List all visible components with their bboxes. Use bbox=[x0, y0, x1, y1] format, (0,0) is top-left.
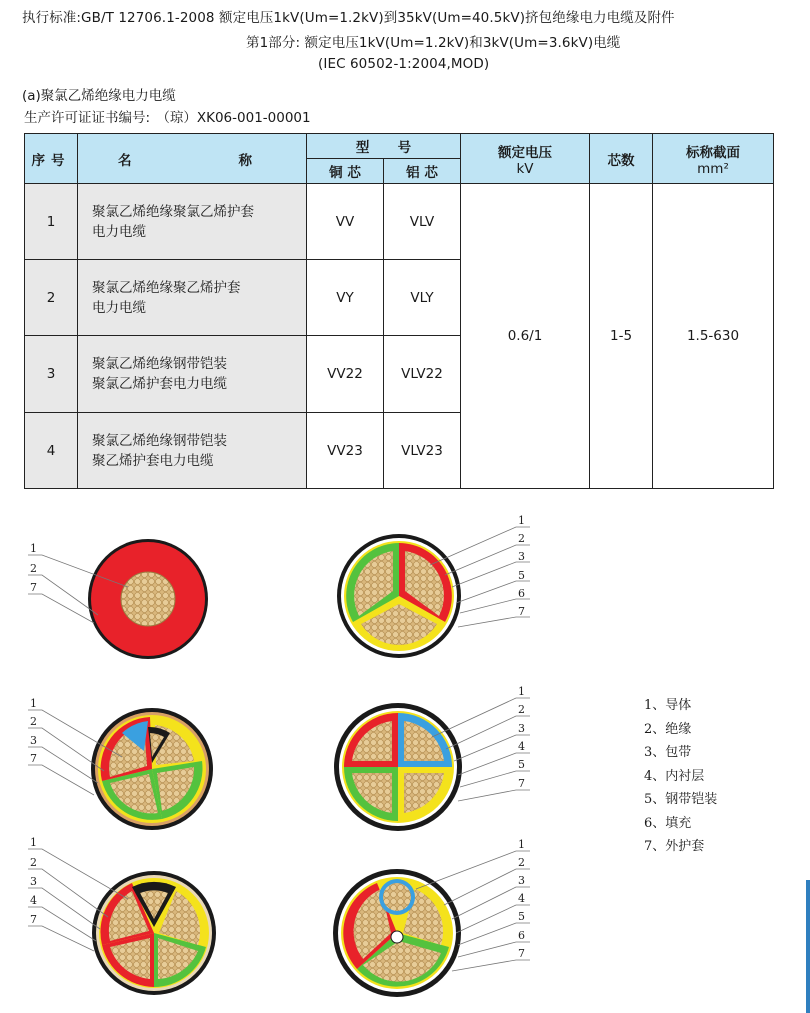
diagram-three-core-armored bbox=[337, 534, 461, 658]
d6-label: 7 bbox=[518, 947, 525, 960]
d6-label: 4 bbox=[518, 892, 525, 905]
d6-label: 1 bbox=[518, 838, 525, 851]
d3-label: 7 bbox=[30, 752, 37, 765]
d3-label: 1 bbox=[30, 697, 37, 710]
d4-label: 3 bbox=[518, 722, 525, 735]
standard-line-1: 执行标准:GB/T 12706.1-2008 额定电压1kV(Um=1.2kV)到35kV(Um=40.5kV)挤包绝缘电力电缆及附件 bbox=[22, 10, 675, 26]
header-copper: 铜 芯 bbox=[307, 159, 384, 184]
diagram-five-core bbox=[92, 871, 216, 995]
d6-label: 6 bbox=[518, 929, 525, 942]
row-copper-model: VV22 bbox=[307, 336, 384, 413]
d1-label: 7 bbox=[30, 581, 37, 594]
header-voltage: 额定电压 kV bbox=[461, 134, 590, 184]
row-aluminum-model: VLV22 bbox=[384, 336, 461, 413]
d6-label: 3 bbox=[518, 874, 525, 887]
legend-item: 4、内衬层 bbox=[644, 768, 705, 784]
d3-label: 2 bbox=[30, 715, 37, 728]
section-title: (a)聚氯乙烯绝缘电力电缆 bbox=[22, 88, 176, 104]
d5-label: 7 bbox=[30, 913, 37, 926]
legend-item: 1、导体 bbox=[644, 698, 692, 713]
row-copper-model: VV23 bbox=[307, 413, 384, 489]
table-row bbox=[25, 184, 774, 260]
d4-label: 2 bbox=[518, 703, 525, 716]
legend-item: 2、绝缘 bbox=[644, 721, 692, 737]
row-name: 聚氯乙烯绝缘钢带铠装 聚氯乙烯护套电力电缆 bbox=[78, 336, 307, 413]
d2-label: 6 bbox=[518, 587, 525, 600]
d1-label: 1 bbox=[30, 542, 37, 555]
row-copper-model: VV bbox=[307, 184, 384, 260]
legend-item: 6、填充 bbox=[644, 815, 692, 831]
header-model: 型 号 bbox=[307, 134, 461, 159]
header-cores: 芯数 bbox=[590, 134, 653, 184]
d2-label: 3 bbox=[518, 550, 525, 563]
legend-item: 7、外护套 bbox=[644, 839, 705, 854]
page-edge-bar bbox=[806, 880, 810, 1013]
row-seq: 1 bbox=[25, 184, 78, 260]
header-aluminum: 铝 芯 bbox=[384, 159, 461, 184]
row-name: 聚氯乙烯绝缘聚氯乙烯护套 电力电缆 bbox=[78, 184, 307, 260]
row-aluminum-model: VLV bbox=[384, 184, 461, 260]
row-copper-model: VY bbox=[307, 260, 384, 336]
row-name: 聚氯乙烯绝缘聚乙烯护套 电力电缆 bbox=[78, 260, 307, 336]
row-seq: 3 bbox=[25, 336, 78, 413]
standard-line-2: 第1部分: 额定电压1kV(Um=1.2kV)和3kV(Um=3.6kV)电缆 bbox=[246, 35, 621, 51]
header-name: 名 称 bbox=[78, 134, 307, 184]
d2-label: 2 bbox=[518, 532, 525, 545]
header-seq: 序号 bbox=[25, 134, 78, 184]
d2-label: 1 bbox=[518, 514, 525, 527]
diagram-single-core bbox=[88, 539, 208, 659]
d4-label: 5 bbox=[518, 758, 525, 771]
d3-label: 3 bbox=[30, 734, 37, 747]
d6-label: 5 bbox=[518, 910, 525, 923]
cross-section: 1.5-630 bbox=[653, 184, 774, 489]
license-number bbox=[22, 106, 311, 126]
diagram-four-core-armored bbox=[334, 703, 462, 831]
row-name: 聚氯乙烯绝缘钢带铠装 聚乙烯护套电力电缆 bbox=[78, 413, 307, 489]
d2-label: 5 bbox=[518, 569, 525, 582]
cable-spec-table bbox=[24, 133, 774, 489]
d5-label: 3 bbox=[30, 875, 37, 888]
d5-label: 1 bbox=[30, 836, 37, 849]
d2-label: 7 bbox=[518, 605, 525, 618]
d4-label: 4 bbox=[518, 740, 525, 753]
rated-voltage: 0.6/1 bbox=[461, 184, 590, 489]
legend-item: 3、包带 bbox=[644, 745, 692, 760]
core-count: 1-5 bbox=[590, 184, 653, 489]
license-value: （琼）XK06-001-00001 bbox=[156, 110, 311, 126]
row-seq: 4 bbox=[25, 413, 78, 489]
header-section: 标称截面 mm² bbox=[653, 134, 774, 184]
d5-label: 4 bbox=[30, 894, 37, 907]
d4-label: 1 bbox=[518, 685, 525, 698]
row-aluminum-model: VLY bbox=[384, 260, 461, 336]
d5-label: 2 bbox=[30, 856, 37, 869]
diagram-four-core bbox=[91, 708, 213, 830]
d1-label: 2 bbox=[30, 562, 37, 575]
row-aluminum-model: VLV23 bbox=[384, 413, 461, 489]
row-seq: 2 bbox=[25, 260, 78, 336]
standard-line-3: (IEC 60502-1:2004,MOD) bbox=[318, 56, 490, 72]
legend-item: 5、钢带铠装 bbox=[644, 792, 718, 807]
d4-label: 7 bbox=[518, 777, 525, 790]
component-legend bbox=[644, 694, 717, 859]
diagram-five-core-armored bbox=[333, 869, 461, 997]
d6-label: 2 bbox=[518, 856, 525, 869]
license-label: 生产许可证证书编号: bbox=[24, 110, 151, 126]
